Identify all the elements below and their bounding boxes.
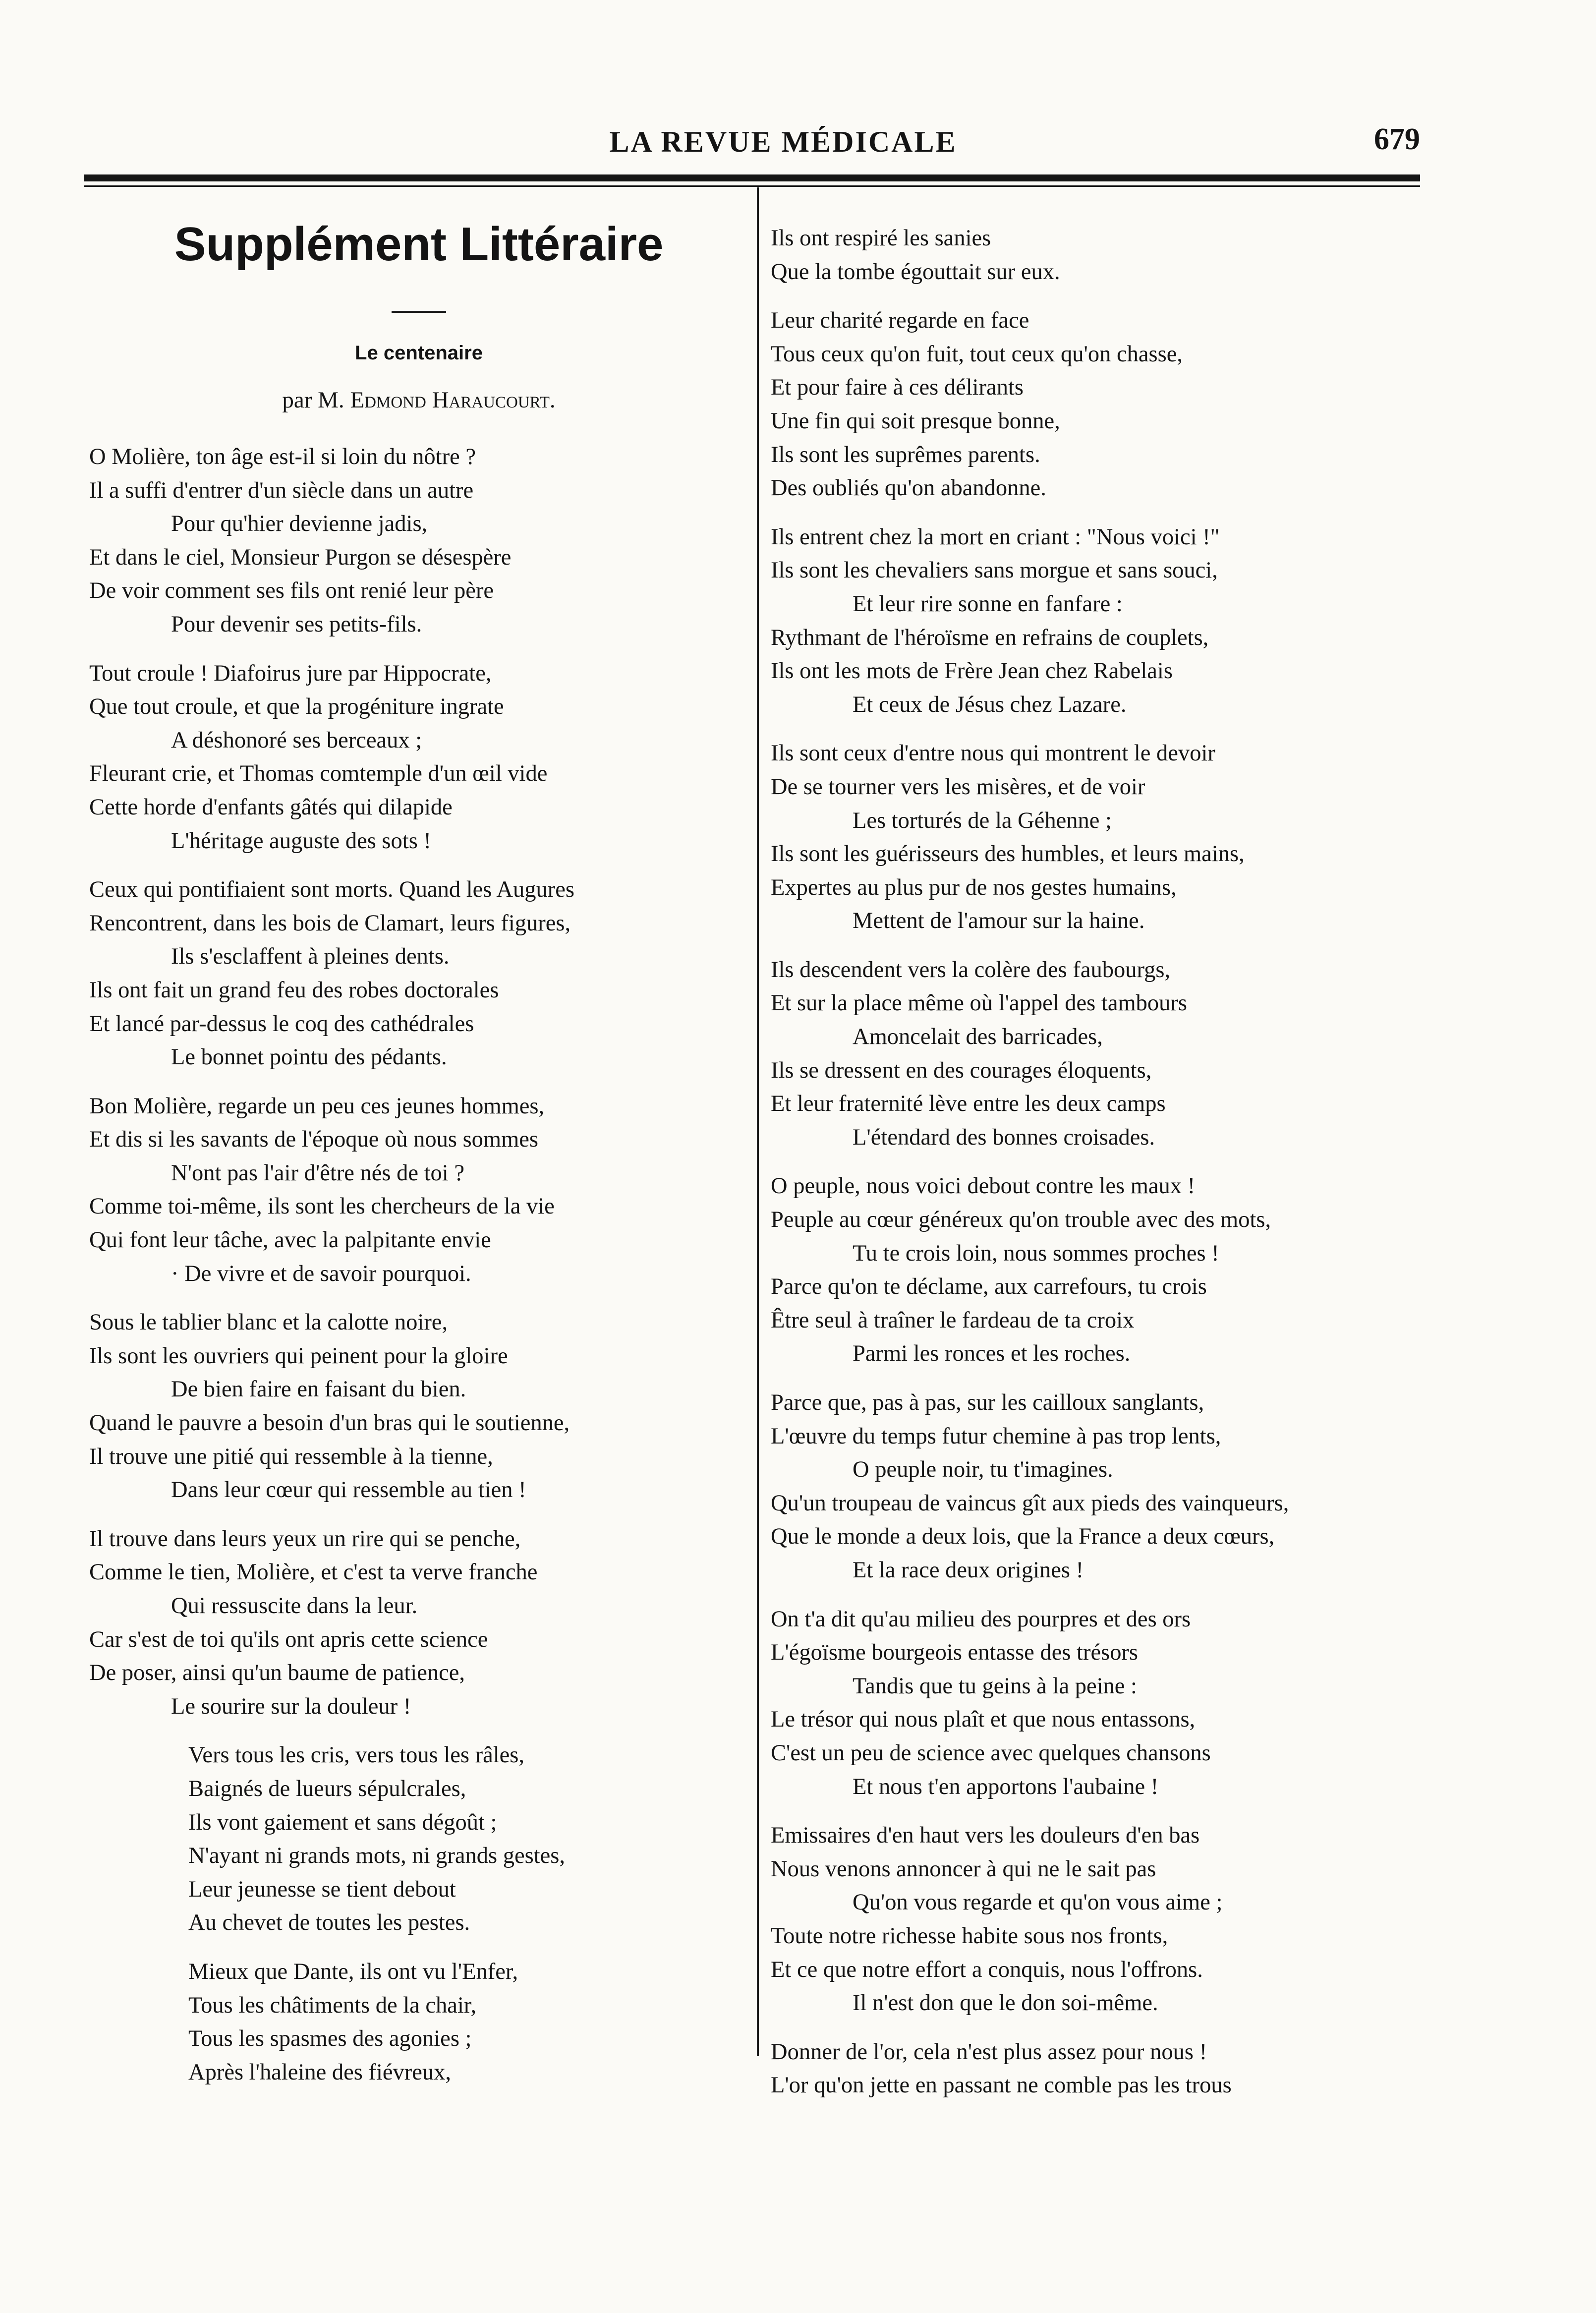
verse-line: Baignés de lueurs sépulcrales, — [188, 1776, 466, 1801]
verse-line: Pour qu'hier devienne jadis, — [171, 511, 428, 537]
header-rule — [84, 174, 1420, 181]
verse-line: Tout croule ! Diafoirus jure par Hippocrate, — [89, 660, 492, 686]
verse-line: Dans leur cœur qui ressemble au tien ! — [171, 1477, 526, 1503]
verse-line: Et dans le ciel, Monsieur Purgon se désespère — [89, 544, 512, 570]
header-rule-thin — [84, 185, 1420, 187]
verse-line: L'égoïsme bourgeois entasse des trésors — [771, 1640, 1139, 1666]
verse-line: Vers tous les cris, vers tous les râles, — [188, 1742, 524, 1768]
stanza — [89, 1090, 748, 1291]
verse-line: Ils se dressent en des courages éloquents, — [771, 1057, 1152, 1083]
stanza — [89, 1306, 748, 1507]
stanza — [89, 1955, 748, 2089]
verse-line: Être seul à traîner le fardeau de ta croix — [771, 1307, 1135, 1333]
verse-line: Fleurant crie, et Thomas comtemple d'un œil vide — [89, 761, 548, 787]
verse-line: Qu'un troupeau de vaincus gît aux pieds des vainqueurs, — [771, 1490, 1289, 1516]
verse-line: Cette horde d'enfants gâtés qui dilapide — [89, 794, 453, 820]
verse-line: N'ayant ni grands mots, ni grands gestes, — [188, 1843, 566, 1869]
stanza — [89, 1738, 748, 1940]
verse-line: N'ont pas l'air d'être nés de toi ? — [171, 1160, 464, 1186]
verse-line: Il trouve dans leurs yeux un rire qui se penche, — [89, 1526, 521, 1552]
verse-line: Ceux qui pontifiaient sont morts. Quand les Augures — [89, 877, 574, 903]
verse-line: Tous ceux qu'on fuit, tout ceux qu'on chasse, — [771, 341, 1183, 367]
verse-line: Leur jeunesse se tient debout — [188, 1876, 456, 1902]
stanza — [89, 873, 748, 1074]
verse-line: Qu'on vous regarde et qu'on vous aime ; — [853, 1890, 1223, 1915]
verse-line: On t'a dit qu'au milieu des pourpres et des ors — [771, 1606, 1191, 1632]
verse-line: Ils descendent vers la colère des faubourgs, — [771, 957, 1171, 983]
verse-line: Qui ressuscite dans la leur. — [171, 1593, 418, 1619]
verse-line: · De vivre et de savoir pourquoi. — [171, 1261, 471, 1286]
verse-line: De se tourner vers les misères, et de voir — [771, 774, 1145, 800]
verse-line: Et lancé par-dessus le coq des cathédrales — [89, 1011, 474, 1037]
stanza — [771, 1819, 1423, 2020]
verse-line: Et nous t'en apportons l'aubaine ! — [853, 1774, 1159, 1799]
verse-line: Car s'est de toi qu'ils ont apris cette science — [89, 1626, 488, 1652]
verse-line: Amoncelait des barricades, — [853, 1024, 1103, 1050]
verse-line: Le trésor qui nous plaît et que nous entassons, — [771, 1707, 1196, 1733]
verse-line: Sous le tablier blanc et la calotte noire, — [89, 1310, 448, 1335]
verse-line: Et leur rire sonne en fanfare : — [853, 591, 1123, 617]
verse-line: Une fin qui soit presque bonne, — [771, 408, 1060, 434]
verse-line: Il n'est don que le don soi-même. — [853, 1990, 1158, 2016]
verse-line: L'héritage auguste des sots ! — [171, 828, 431, 854]
verse-line: Il a suffi d'entrer d'un siècle dans un autre — [89, 477, 474, 503]
verse-line: Ils ont fait un grand feu des robes doctorales — [89, 977, 499, 1003]
verse-line: Comme le tien, Molière, et c'est ta verve franche — [89, 1560, 538, 1585]
verse-line: Que la tombe égouttait sur eux. — [771, 259, 1060, 285]
verse-line: Et pour faire à ces délirants — [771, 375, 1024, 401]
title-separator — [392, 311, 446, 313]
column-divider — [757, 187, 759, 2056]
verse-line: Après l'haleine des fiévreux, — [188, 2059, 452, 2085]
verse-line: Tu te crois loin, nous sommes proches ! — [853, 1240, 1219, 1266]
verse-line: Bon Molière, regarde un peu ces jeunes hommes, — [89, 1093, 545, 1119]
verse-line: De bien faire en faisant du bien. — [171, 1377, 466, 1402]
author-name: Edmond Haraucourt. — [350, 387, 556, 413]
verse-line: Il trouve une pitié qui ressemble à la tienne, — [89, 1444, 493, 1469]
verse-line: O peuple noir, tu t'imagines. — [853, 1457, 1113, 1483]
stanza — [771, 953, 1423, 1155]
verse-line: Ils sont les chevaliers sans morgue et sans souci, — [771, 558, 1218, 583]
verse-line: A déshonoré ses berceaux ; — [171, 727, 422, 753]
verse-line: Que le monde a deux lois, que la France a deux cœurs, — [771, 1524, 1275, 1550]
verse-line: Tous les châtiments de la chair, — [188, 1992, 477, 2018]
verse-line: Ils ont respiré les sanies — [771, 226, 991, 251]
verse-line: Rythmant de l'héroïsme en refrains de couplets, — [771, 625, 1209, 650]
stanza — [89, 657, 748, 858]
verse-line: De poser, ainsi qu'un baume de patience, — [89, 1660, 465, 1686]
verse-line: L'or qu'on jette en passant ne comble pas les trous — [771, 2073, 1232, 2098]
right-column — [771, 222, 1423, 2118]
stanza — [771, 222, 1423, 289]
stanza — [771, 1603, 1423, 1804]
verse-line: Ils sont ceux d'entre nous qui montrent le devoir — [771, 741, 1215, 766]
stanza — [771, 1169, 1423, 1371]
verse-line: Parmi les ronces et les roches. — [853, 1341, 1131, 1367]
stanza — [89, 1522, 748, 1724]
page-number: 679 — [1374, 122, 1420, 156]
verse-line: O peuple, nous voici debout contre les maux ! — [771, 1173, 1196, 1199]
stanza — [771, 737, 1423, 938]
verse-line: Au chevet de toutes les pestes. — [188, 1910, 470, 1936]
poem-author — [84, 387, 753, 413]
verse-line: Et ce que notre effort a conquis, nous l'offrons. — [771, 1957, 1203, 1982]
journal-title: LA REVUE MÉDICALE — [609, 125, 957, 158]
left-column — [89, 440, 748, 2104]
verse-line: O Molière, ton âge est-il si loin du nôtre ? — [89, 444, 476, 469]
verse-line: Donner de l'or, cela n'est plus assez pour nous ! — [771, 2039, 1207, 2065]
verse-line: Expertes au plus pur de nos gestes humains, — [771, 874, 1177, 900]
verse-line: Le sourire sur la douleur ! — [171, 1693, 411, 1719]
verse-line: C'est un peu de science avec quelques chansons — [771, 1740, 1211, 1766]
verse-line: Nous venons annoncer à qui ne le sait pas — [771, 1856, 1156, 1882]
verse-line: L'œuvre du temps futur chemine à pas trop lents, — [771, 1423, 1221, 1449]
verse-line: Tous les spasmes des agonies ; — [188, 2026, 472, 2052]
verse-line: Toute notre richesse habite sous nos fronts, — [771, 1923, 1168, 1949]
verse-line: Et dis si les savants de l'époque où nous sommes — [89, 1127, 539, 1153]
stanza — [89, 440, 748, 641]
verse-line: Ils vont gaiement et sans dégoût ; — [188, 1809, 497, 1835]
verse-line: Tandis que tu geins à la peine : — [853, 1673, 1137, 1699]
verse-line: Et sur la place même où l'appel des tambours — [771, 990, 1187, 1016]
verse-line: Rencontrent, dans les bois de Clamart, leurs figures, — [89, 910, 571, 936]
verse-line: Ils sont les suprêmes parents. — [771, 442, 1040, 467]
verse-line: Ils sont les guérisseurs des humbles, et leurs mains, — [771, 841, 1245, 867]
verse-line: Des oubliés qu'on abandonne. — [771, 475, 1046, 501]
section-title: Supplément Littéraire — [174, 218, 664, 271]
verse-line: Ils entrent chez la mort en criant : "Nous voici !" — [771, 524, 1220, 550]
verse-line: Qui font leur tâche, avec la palpitante envie — [89, 1227, 491, 1253]
verse-line: Ils s'esclaffent à pleines dents. — [171, 944, 450, 970]
verse-line: Et la race deux origines ! — [853, 1557, 1084, 1583]
verse-line: Ils sont les ouvriers qui peinent pour la gloire — [89, 1343, 508, 1369]
verse-line: Et leur fraternité lève entre les deux camps — [771, 1091, 1166, 1117]
poem-title: Le centenaire — [355, 342, 483, 364]
stanza — [771, 304, 1423, 505]
verse-line: Ils ont les mots de Frère Jean chez Rabelais — [771, 658, 1173, 684]
author-prefix: par M. — [282, 387, 344, 413]
verse-line: Parce que, pas à pas, sur les cailloux sanglants, — [771, 1390, 1204, 1415]
stanza — [771, 2035, 1423, 2102]
verse-line: Les torturés de la Géhenne ; — [853, 808, 1112, 833]
verse-line: Emissaires d'en haut vers les douleurs d'en bas — [771, 1823, 1200, 1849]
verse-line: Peuple au cœur généreux qu'on trouble avec des mots, — [771, 1207, 1271, 1233]
verse-line: Comme toi-même, ils sont les chercheurs de la vie — [89, 1194, 555, 1219]
verse-line: Leur charité regarde en face — [771, 308, 1029, 334]
verse-line: Et ceux de Jésus chez Lazare. — [853, 692, 1127, 717]
verse-line: Parce qu'on te déclame, aux carrefours, tu crois — [771, 1274, 1207, 1300]
verse-line: L'étendard des bonnes croisades. — [853, 1124, 1155, 1150]
verse-line: Pour devenir ses petits-fils. — [171, 611, 422, 637]
verse-line: De voir comment ses fils ont renié leur père — [89, 578, 494, 604]
verse-line: Mieux que Dante, ils ont vu l'Enfer, — [188, 1959, 518, 1984]
verse-line: Le bonnet pointu des pédants. — [171, 1044, 447, 1070]
stanza — [771, 520, 1423, 722]
verse-line: Quand le pauvre a besoin d'un bras qui le soutienne, — [89, 1410, 570, 1436]
verse-line: Mettent de l'amour sur la haine. — [853, 908, 1145, 934]
verse-line: Que tout croule, et que la progéniture ingrate — [89, 694, 504, 720]
stanza — [771, 1386, 1423, 1587]
